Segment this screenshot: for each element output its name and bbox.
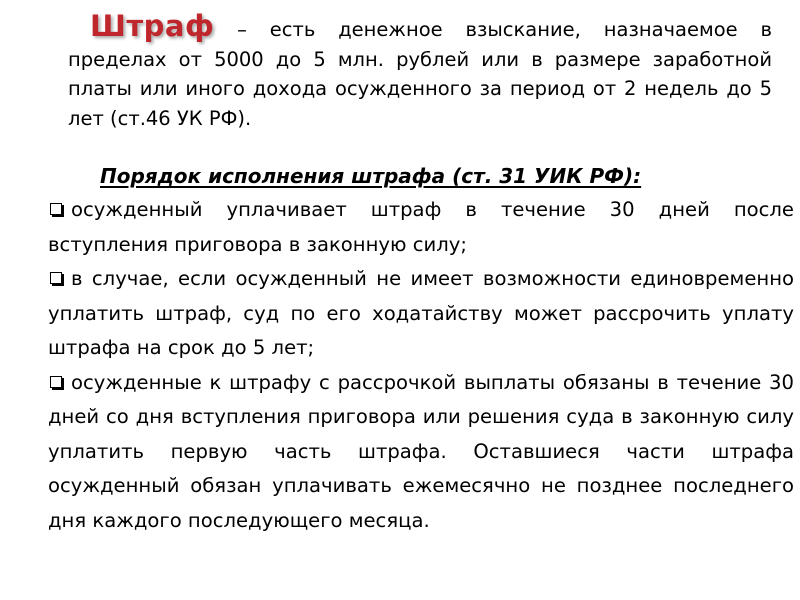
- checkbox-square-icon: [50, 203, 62, 215]
- definition-text: – есть денежное взыскание, назначаемое в пределах от 5000 до 5 млн. рублей или в размере заработной платы или иного дохода осужденного за период от 2 недель до 5 лет (ст.46 УК РФ).: [68, 18, 772, 130]
- list-item: [48, 193, 794, 262]
- list-item: [48, 262, 794, 366]
- definition-term: Штраф: [90, 9, 215, 43]
- list-item-text: в случае, если осужденный не имеет возможности единовременно уплатить штраф, суд по его ходатайству может рассрочить уплату штрафа на срок до 5 лет;: [48, 267, 794, 359]
- section-heading: Порядок исполнения штрафа (ст. 31 УИК РФ):: [100, 164, 642, 188]
- list-item-text: осужденные к штрафу с рассрочкой выплаты обязаны в течение 30 дней со дня вступления приговора или решения суда в законную силу уплатить первую часть штрафа. Оставшиеся части штрафа осужденный обязан уплачивать ежемесячно не позднее последнего дня каждого последующего месяца.: [48, 370, 794, 532]
- definition-paragraph: [68, 9, 772, 133]
- procedure-list: [48, 193, 794, 538]
- checkbox-square-icon: [50, 272, 62, 284]
- checkbox-square-icon: [50, 376, 62, 388]
- list-item-text: осужденный уплачивает штраф в течение 30 дней после вступления приговора в законную силу;: [48, 198, 794, 256]
- list-item: [48, 366, 794, 539]
